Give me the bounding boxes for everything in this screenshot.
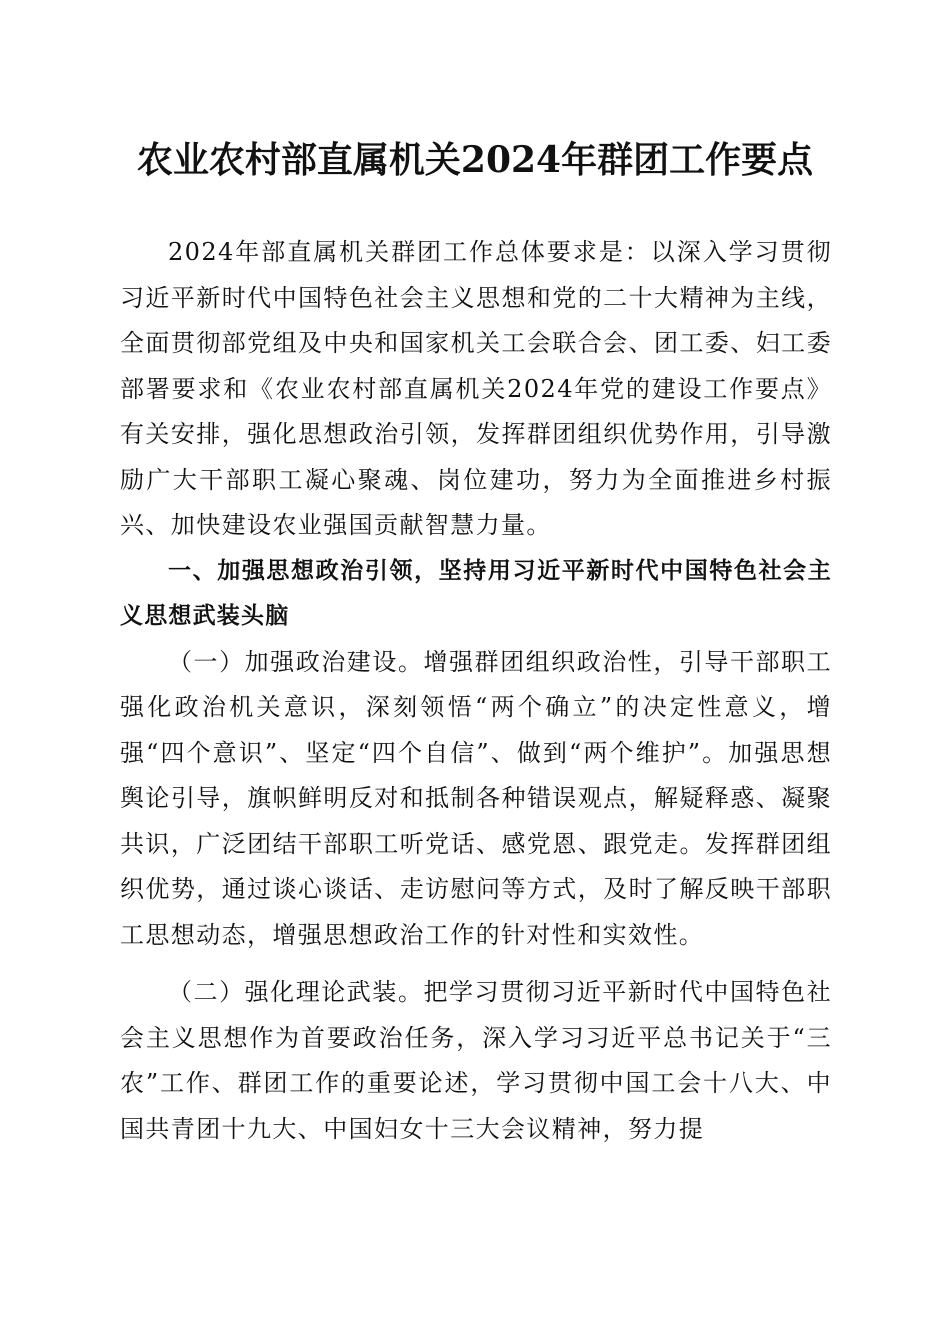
- section-heading-1: 一、加强思想政治引领，坚持用习近平新时代中国特色社会主义思想武装头脑: [120, 557, 832, 629]
- item-2-paragraph: [120, 970, 832, 1152]
- document-body: [120, 230, 832, 1152]
- intro-paragraph: 2024年部直属机关群团工作总体要求是：以深入学习贯彻习近平新时代中国特色社会主义思想和党的二十大精神为主线，全面贯彻部党组及中央和国家机关工会联合会、团工委、妇工委部署要求和《农业农村部直属机关2024年党的建设工作要点》有关安排，强化思想政治引领，发挥群团组织优势作用，引导激励广大干部职工凝心聚魂、岗位建功，努力为全面推进乡村振兴、加快建设农业强国贡献智慧力量。: [120, 238, 832, 539]
- document-title: 农业农村部直属机关2024年群团工作要点: [136, 139, 814, 181]
- item-2-text: 把学习贯彻习近平新时代中国特色社会主义思想作为首要政治任务，深入学习习近平总书记关于“三农”工作、群团工作的重要论述，学习贯彻中国工会十八大、中国共青团十九大、中国妇女十三大会议精神，努力提: [120, 978, 832, 1143]
- item-2-lead: （二）强化理论武装。: [168, 978, 424, 1006]
- item-1-paragraph: [120, 640, 832, 959]
- item-1-lead: （一）加强政治建设。: [168, 647, 424, 676]
- paragraph-gap: [120, 958, 832, 970]
- item-1-text: 增强群团组织政治性，引导干部职工强化政治机关意识，深刻领悟“两个确立”的决定性意义，增强“四个意识”、坚定“四个自信”、做到“两个维护”。加强思想舆论引导，旗帜鲜明反对和抵制各种错误观点，解疑释惑、凝聚共识，广泛团结干部职工听党话、感党恩、跟党走。发挥群团组织优势，通过谈心谈话、走访慰问等方式，及时了解反映干部职工思想动态，增强思想政治工作的针对性和实效性。: [120, 647, 832, 949]
